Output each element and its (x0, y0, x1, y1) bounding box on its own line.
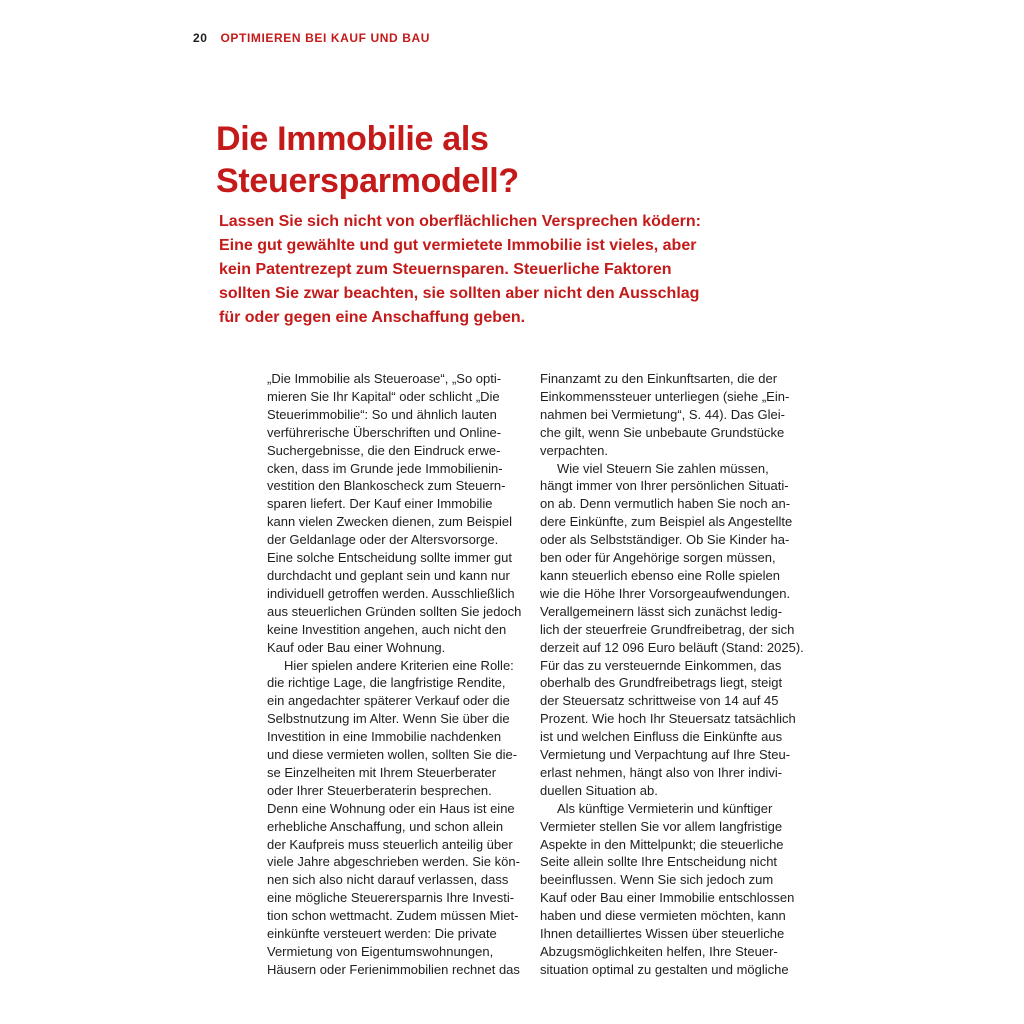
body-line: Denn eine Wohnung oder ein Haus ist eine (267, 800, 515, 816)
body-line: Hier spielen andere Kriterien eine Rolle: (284, 657, 514, 673)
body-line: haben und diese vermieten möchten, kann (540, 908, 786, 924)
body-line: dere Einkünfte, zum Beispiel als Angestellte (540, 514, 793, 530)
body-line: viele Jahre abgeschrieben werden. Sie kön- (267, 854, 520, 870)
body-line: Vermietung von Eigentumswohnungen, (267, 944, 494, 959)
body-line: Prozent. Wie hoch Ihr Steuersatz tatsächlich (540, 711, 796, 727)
body-line: on ab. Denn vermutlich haben Sie noch an- (540, 496, 791, 512)
body-line: cken, dass im Grunde jede Immobilienin- (267, 460, 503, 476)
body-line: lich der steuerfreie Grundfreibetrag, der sich (540, 621, 795, 637)
body-line: Häusern oder Ferienimmobilien rechnet das (267, 961, 520, 977)
body-line: Selbstnutzung im Alter. Wenn Sie über die (267, 711, 510, 727)
body-line: duellen Situation ab. (540, 782, 658, 798)
body-line: Einkommenssteuer unterliegen (siehe „Ein- (540, 388, 790, 404)
body-line: „Die Immobilie als Steueroase“, „So opti- (267, 371, 502, 386)
body-line: ein angedachter späterer Verkauf oder die (267, 693, 510, 709)
body-line: Aspekte in den Mittelpunkt; die steuerliche (540, 836, 784, 852)
body-line: oder Ihrer Steuerberaterin besprechen. (267, 782, 492, 798)
body-line: Ihnen detailliertes Wissen über steuerliche (540, 926, 785, 942)
body-line: situation optimal zu gestalten und mögliche (540, 961, 789, 977)
body-line: se Einzelheiten mit Ihrem Steuerberater (267, 764, 497, 780)
body-line: erhebliche Anschaffung, und schon allein (267, 818, 504, 834)
body-line: keine Investition angehen, auch nicht den (267, 621, 507, 637)
lead-line: sollten Sie zwar beachten, sie sollten aber nicht den Ausschlag (219, 285, 700, 302)
body-line: kann steuerlich ebenso eine Rolle spielen (540, 567, 780, 583)
body-line: und diese vermieten wollen, sollten Sie die- (267, 747, 518, 763)
body-line: individuell getroffen werden. Ausschließlich (267, 585, 515, 601)
body-line: sparen liefert. Der Kauf einer Immobilie (267, 496, 493, 512)
body-line: aus steuerlichen Gründen sollten Sie jedoch (267, 603, 522, 619)
body-line: der Kaufpreis muss steuerlich anteilig über (267, 836, 513, 852)
chapter-title (216, 118, 836, 202)
lead-line: kein Patentrezept zum Steuernsparen. Steuerliche Faktoren (219, 261, 672, 278)
body-line: mieren Sie Ihr Kapital“ oder schlicht „Die (267, 388, 500, 404)
body-line: vestition den Blankoscheck zum Steuern- (267, 478, 506, 494)
body-line: hängt immer von Ihrer persönlichen Situati- (540, 478, 789, 494)
title-line: Steuersparmodell? (216, 162, 519, 200)
body-line: oder als Selbstständiger. Ob Sie Kinder ha- (540, 532, 790, 548)
body-line: che gilt, wenn Sie unbebaute Grundstücke (540, 424, 785, 440)
body-line: erlast nehmen, hängt also von Ihrer indivi- (540, 764, 783, 780)
body-line: Steuerimmobilie“: So und ähnlich lauten (267, 406, 497, 422)
body-line: Finanzamt zu den Einkunftsarten, die der (540, 371, 778, 386)
body-line: Verallgemeinern lässt sich zunächst ledig- (540, 603, 783, 619)
body-line: Vermietung und Verpachtung auf Ihre Steu- (540, 747, 791, 763)
body-line: Kauf oder Bau einer Wohnung. (267, 639, 446, 655)
body-line: Seite allein sollte Ihre Entscheidung nicht (540, 854, 778, 870)
body-line: kann vielen Zwecken dienen, zum Beispiel (267, 514, 512, 530)
section-title: OPTIMIEREN BEI KAUF UND BAU (220, 31, 431, 45)
body-line: der Steuersatz schrittweise von 14 auf 45 (540, 693, 779, 709)
body-line: Investition in eine Immobilie nachdenken (267, 729, 502, 745)
body-line: Für das zu versteuernde Einkommen, das (540, 657, 782, 673)
body-line: nahmen bei Vermietung“, S. 44). Das Glei- (540, 406, 785, 422)
body-line: verführerische Überschriften und Online- (267, 424, 502, 440)
body-line: ist und welchen Einfluss die Einkünfte aus (540, 729, 783, 745)
body-line: Wie viel Steuern Sie zahlen müssen, (557, 460, 769, 476)
body-line: oberhalb des Grundfreibetrags liegt, steigt (540, 675, 783, 691)
body-line: durchdacht und geplant sein und kann nur (267, 567, 510, 583)
body-line: eine mögliche Steuerersparnis Ihre Investi- (267, 890, 515, 906)
body-line: Suchergebnisse, die den Eindruck erwe- (267, 442, 501, 458)
body-line: Eine solche Entscheidung sollte immer gut (267, 550, 512, 566)
body-line: Kauf oder Bau einer Immobilie entschlossen (540, 890, 795, 906)
body-line: derzeit auf 12 096 Euro beläuft (Stand: 2025). (540, 639, 804, 655)
lead-line: für oder gegen eine Anschaffung geben. (219, 309, 526, 326)
body-line: tion schon wettmacht. Zudem müssen Miet- (267, 908, 519, 924)
body-line: der Geldanlage oder der Altersvorsorge. (267, 532, 499, 548)
body-line: ben oder für Angehörige sorgen müssen, (540, 550, 776, 566)
body-line: nen sich also nicht darauf verlassen, dass (267, 872, 509, 888)
body-line: verpachten. (540, 442, 608, 458)
body-line: die richtige Lage, die langfristige Rendite, (267, 675, 506, 691)
body-column-left (267, 370, 522, 979)
body-column-right (540, 370, 804, 979)
lead-line: Eine gut gewählte und gut vermietete Immobilie ist vieles, aber (219, 237, 697, 254)
body-line: einkünfte versteuert werden: Die private (267, 926, 497, 942)
page-number: 20 (193, 31, 208, 45)
running-head (193, 31, 430, 45)
lead-paragraph (219, 210, 779, 330)
lead-line: Lassen Sie sich nicht von oberflächlichen Versprechen ködern: (219, 213, 701, 230)
body-line: wie die Höhe Ihrer Vorsorgeaufwendungen. (540, 585, 791, 601)
body-line: Vermieter stellen Sie vor allem langfristige (540, 818, 783, 834)
body-line: Abzugsmöglichkeiten helfen, Ihre Steuer- (540, 944, 778, 959)
body-line: beeinflussen. Wenn Sie sich jedoch zum (540, 872, 774, 888)
body-line: Als künftige Vermieterin und künftiger (557, 800, 773, 816)
title-line: Die Immobilie als (216, 120, 489, 158)
